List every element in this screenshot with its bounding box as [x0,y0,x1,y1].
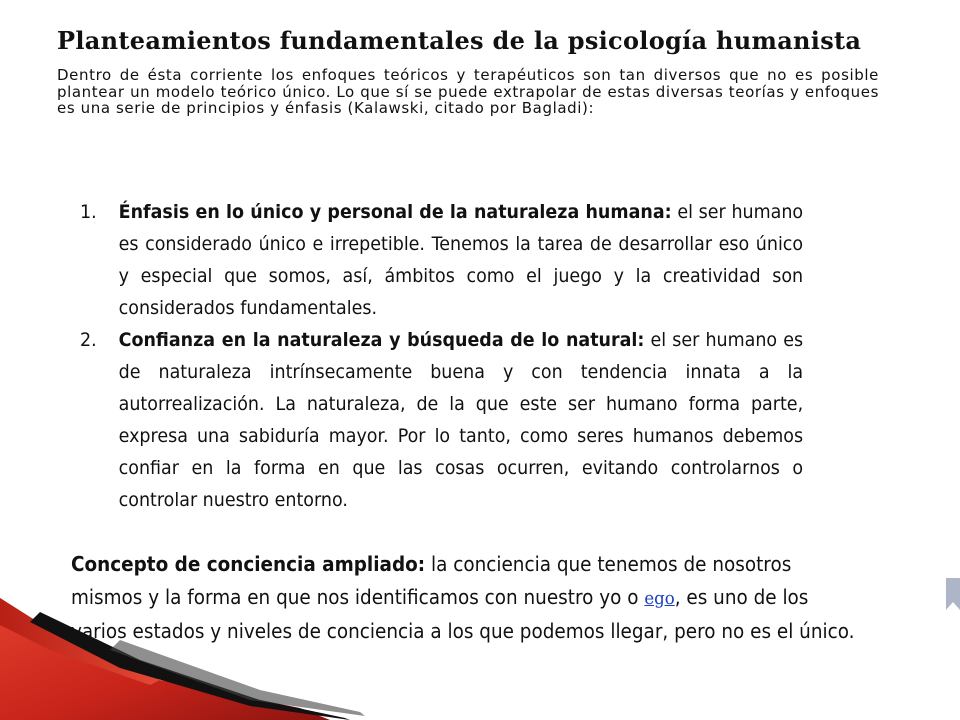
concept-text-after-link: , es uno de los varios estados y niveles de conciencia a los que podemos llegar, pero no es el único. [71,585,855,643]
concept-paragraph [71,548,860,648]
page-title: Planteamientos fundamentales de la psicología humanista [57,26,862,55]
list-body: el ser humano es de naturaleza intrínsecamente buena y con tendencia innata a la autorrealización. La naturaleza, de la que este ser humano forma parte, expresa una sabiduría mayor. Por lo tanto, como seres humanos debemos confiar en la forma en que las cosas ocurren, evitando controlarnos o controlar nuestro entorno. [118,329,804,511]
list-item [80,324,803,516]
title-block [57,28,879,117]
list-body: el ser humano es considerado único e irrepetible. Tenemos la tarea de desarrollar eso único y especial que somos, así, ámbitos como el juego y la creatividad son considerados fundamentales. [118,201,804,319]
list-number: 2. [80,329,97,351]
list-item [80,196,803,324]
concept-text-before-link: la conciencia que tenemos de nosotros mismos y la forma en que nos identificamos con nuestro yo o [71,552,792,609]
list-number: 1. [80,201,97,223]
intro-paragraph: Dentro de ésta corriente los enfoques teóricos y terapéuticos son tan diversos que no es posible plantear un modelo teórico único. Lo que sí se puede extrapolar de estas diversas teorías y enfoques es una serie de principios y énfasis (Kalawski, citado por Bagladi): [57,66,879,117]
bookmark-icon [944,578,960,610]
list-heading: Énfasis en lo único y personal de la naturaleza humana: [118,201,672,223]
list-text [119,196,803,324]
list-text [119,324,803,516]
principles-list [80,196,803,516]
ego-link[interactable]: ego [644,588,675,609]
list-heading: Confianza en la naturaleza y búsqueda de lo natural: [118,329,645,351]
concept-heading: Concepto de conciencia ampliado: [71,552,426,576]
